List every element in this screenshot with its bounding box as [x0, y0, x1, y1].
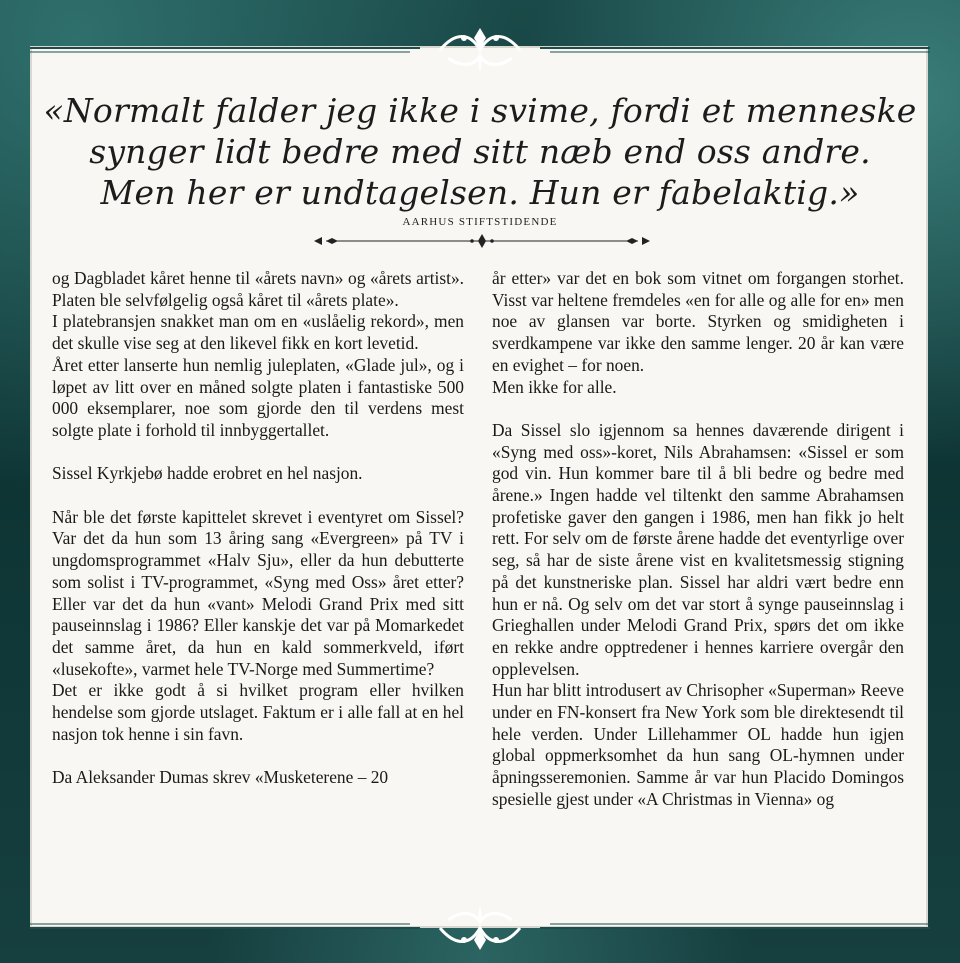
quote-line-3: Men her er undtagelsen. Hun er fabelaktig.»: [100, 173, 860, 212]
bottom-ornament-icon: [0, 906, 960, 956]
right-paragraph-4: Hun har blitt introdusert av Chrisopher «Superman» Reeve under en FN-konsert fra New York som ble direktesendt til hele verden. Under Lillehammer OL hadde hun igjen global oppmerksomhet da hun sang OL-hymnen under åpningsseremonien. Samme år var hun Placido Domingos spesielle gjest under «A Christmas in Vienna» og: [492, 680, 904, 809]
pull-quote: [40, 90, 920, 213]
left-column: [52, 268, 464, 789]
right-column: [492, 268, 904, 811]
left-paragraph-1: og Dagbladet kåret henne til «årets navn» og «årets artist». Platen ble selvfølgelig også kåret til «årets plate».: [52, 268, 464, 310]
top-ornament-icon: [0, 22, 960, 72]
right-paragraph-2: Men ikke for alle.: [492, 376, 617, 397]
quote-line-1: «Normalt falder jeg ikke i svime, fordi et menneske: [43, 91, 917, 130]
right-paragraph-3: Da Sissel slo igjennom sa hennes daværende dirigent i «Syng med oss»-koret, Nils Abrahamsen: «Sissel er som god vin. Hun kommer bare til å bli bedre og bedre med årene.» Ingen hadde vel tiltenkt den samme Abrahamsen profetiske gaver den gangen i 1986, men han fikk jo helt rett. For selv om de første årene hadde det eventyrlige over seg, så har de siste årene vist en kvalitetsmessig stigning på det kunstneriske plan. Sissel har aldri vært bedre enn hun er nå. Og selv om det var stort å synge pauseinnslag i Grieghallen under Melodi Grand Prix, spørs det om ikke en rekke andre opptredener i hennes karriere overgår den opplevelsen.: [492, 419, 904, 679]
left-paragraph-6: Det er ikke godt å si hvilket program eller hvilken hendelse som gjorde utslaget. Faktum er i alle fall at en hel nasjon tok henne i sin favn.: [52, 680, 464, 744]
ornamental-divider-icon: [312, 232, 652, 250]
left-paragraph-5: Når ble det første kapittelet skrevet i eventyret om Sissel? Var det da hun som 13 åring sang «Evergreen» på TV i ungdomsprogrammet «Halv Sju», eller da hun debutterte som solist i TV-programmet, «Syng med Oss» året etter? Eller var det da hun «vant» Melodi Grand Prix med sitt pauseinnslag i 1986? Eller kanskje det var på Momarkedet det samme året, da hun en kald sommerkveld, iført «lusekofte», varmet hele TV-Norge med Summertime?: [52, 506, 464, 679]
left-paragraph-7: Da Aleksander Dumas skrev «Musketerene – 20: [52, 767, 389, 788]
right-paragraph-1: år etter» var det en bok som vitnet om forgangen storhet. Visst var heltene fremdeles «en for alle og alle for en» men noe av glansen var borte. Styrken og smidigheten i sverdkampene var ikke den samme lenger. 20 år kan være en evighet – for noen.: [492, 268, 904, 375]
left-paragraph-3: Året etter lanserte hun nemlig juleplaten, «Glade jul», og i løpet av litt over en måned solgte platen i fantastiske 500 000 eksemplarer, noe som gjorde den til verdens mest solgte plate i forhold til innbyggertallet.: [52, 354, 464, 440]
quote-source: AARHUS STIFTSTIDENDE: [402, 216, 558, 228]
left-paragraph-4: Sissel Kyrkjebø hadde erobret en hel nasjon.: [52, 463, 363, 484]
quote-line-2: synger lidt bedre med sitt næb end oss andre.: [89, 132, 871, 171]
left-paragraph-2: I platebransjen snakket man om en «uslåelig rekord», men det skulle vise seg at den likevel fikk en kort levetid.: [52, 311, 464, 354]
